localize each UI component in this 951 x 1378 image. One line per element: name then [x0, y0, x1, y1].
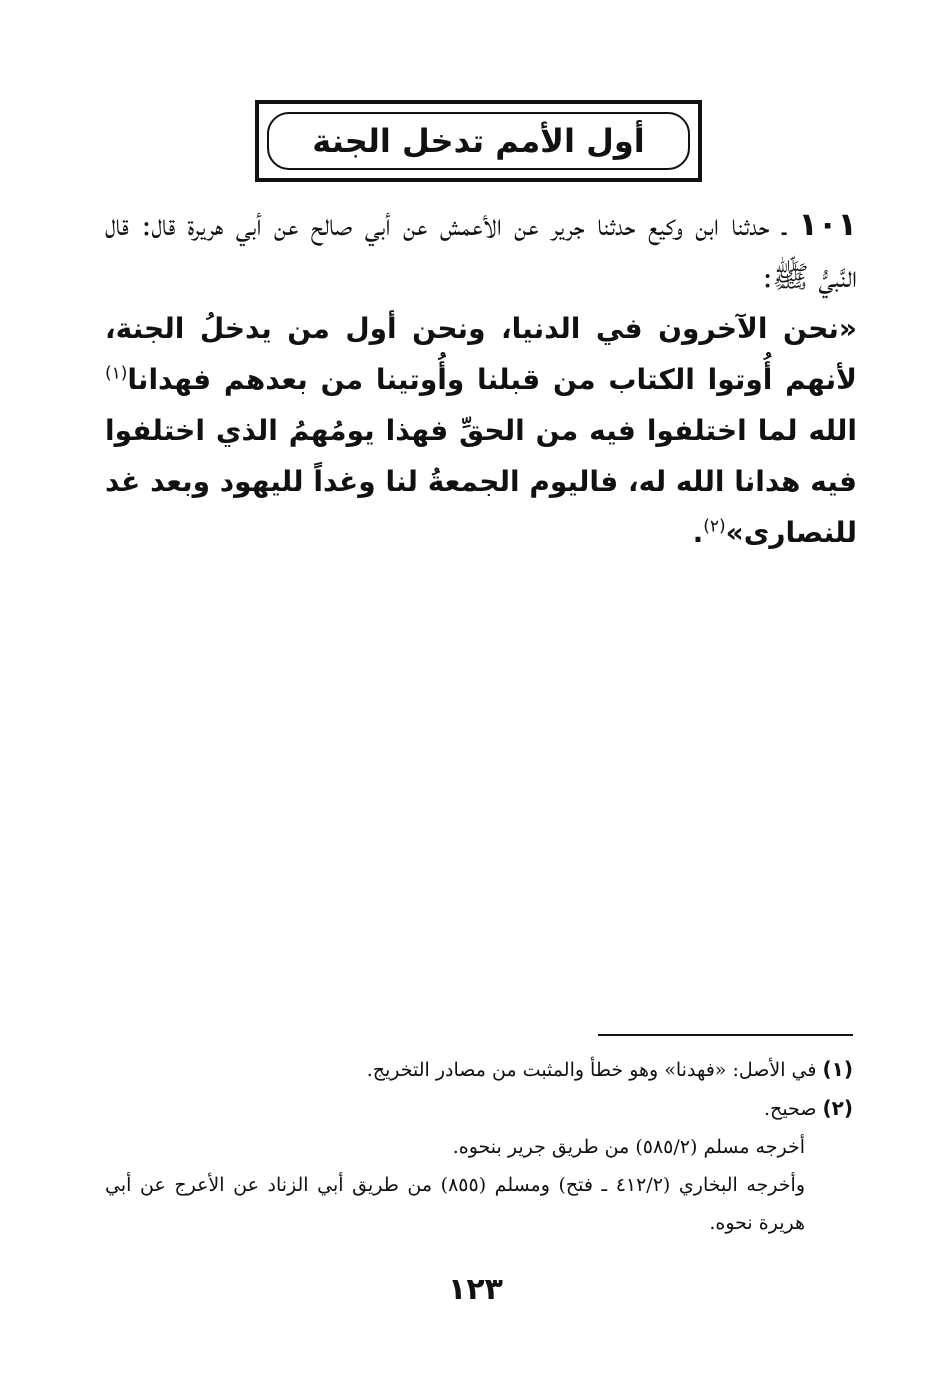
footnotes: [105, 1050, 853, 1242]
chapter-title: أول الأمم تدخل الجنة: [312, 122, 645, 160]
footnote-ref-1: (١): [105, 363, 128, 384]
footnote-1-number: (١): [822, 1057, 853, 1081]
hadith-matn-part1: «نحن الآخرون في الدنيا، ونحن أول من يدخلُ الجنة، لأنهم أُوتوا الكتاب من قبلنا وأُوتينا من بعدهم فهدانا: [105, 312, 857, 396]
chapter-title-inner-border: [267, 112, 690, 170]
hadith-isnad: [105, 198, 857, 304]
footnote-2-line-2: أخرجه مسلم (٥٨٥/٢) من طريق جرير بنحوه.: [452, 1136, 805, 1158]
hadith-isnad-text: ـ حدثنا ابن وكيع حدثنا جرير عن الأعمش عن أبي صالح عن أبي هريرة قال: قال النَّبيُّ ﷺ:: [105, 208, 857, 295]
footnote-2: [105, 1089, 853, 1128]
footnote-1-text: في الأصل: «فهدنا» وهو خطأ والمثبت من مصادر التخريج.: [366, 1059, 817, 1081]
hadith-matn-part2: الله لما اختلفوا فيه من الحقِّ فهذا يومُهمُ الذي اختلفوا فيه هدانا الله له، فاليوم الجمعةُ لنا وغداً لليهود وبعد غد للنصارى»: [105, 414, 857, 549]
footnote-2-line-3: وأخرجه البخاري (٤١٢/٢ ـ فتح) ومسلم (٨٥٥) من طريق أبي الزناد عن الأعرج عن أبي هريرة نحوه.: [105, 1174, 805, 1234]
footnote-1: [105, 1050, 853, 1089]
hadith-matn: [105, 303, 857, 558]
footnote-separator: [598, 1034, 853, 1036]
footnote-2-text: صحيح.: [764, 1098, 817, 1120]
footnote-ref-2: (٢): [703, 516, 726, 537]
chapter-title-frame: [255, 100, 702, 182]
hadith-matn-end: .: [692, 516, 704, 549]
hadith-number: ١٠١: [798, 205, 857, 243]
footnote-2-number: (٢): [822, 1096, 853, 1120]
page-number: ١٢٣: [448, 1272, 503, 1307]
